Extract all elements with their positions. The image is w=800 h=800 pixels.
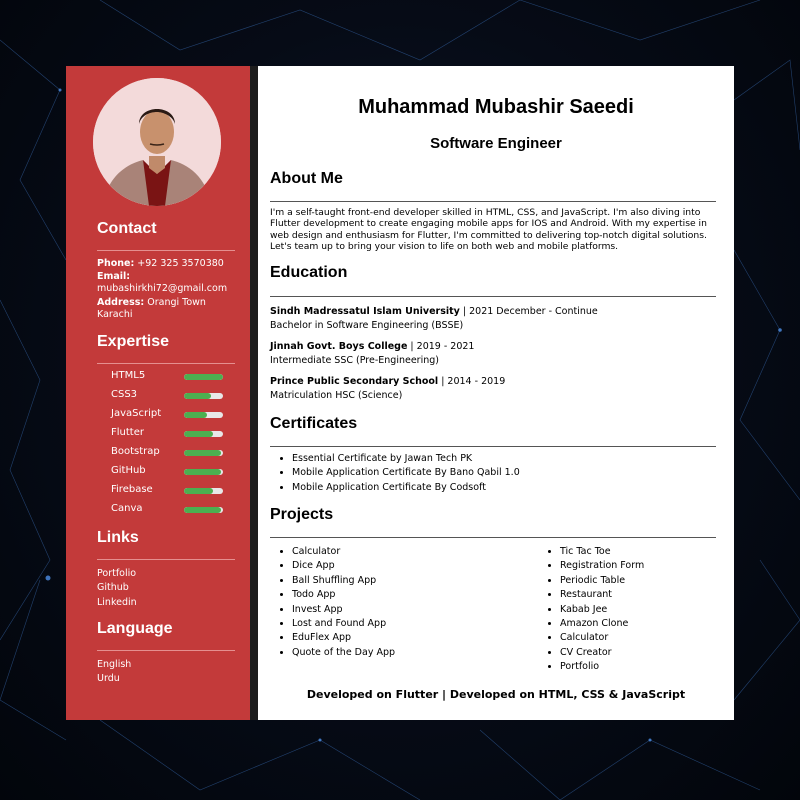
contact-email xyxy=(97,271,237,295)
skill-name: HTML5 xyxy=(111,370,146,381)
address-value: Orangi Town Karachi xyxy=(97,297,206,320)
skill-row xyxy=(111,389,236,403)
address-label: Address: xyxy=(97,297,145,308)
project-item: • Restaurant xyxy=(560,588,734,602)
skill-name: Flutter xyxy=(111,427,144,438)
contact-address xyxy=(97,297,237,321)
language-list xyxy=(97,658,237,687)
school-period: | 2021 December - Continue xyxy=(459,306,598,317)
project-item: • EduFlex App xyxy=(292,631,532,645)
links-list xyxy=(97,567,237,610)
contact-rule xyxy=(97,250,235,251)
degree: Intermediate SSC (Pre-Engineering) xyxy=(270,355,439,366)
degree: Bachelor in Software Engineering (BSSE) xyxy=(270,320,464,331)
skill-name: GitHub xyxy=(111,465,146,476)
project-item: • Amazon Clone xyxy=(560,617,734,631)
page-title: Muhammad Mubashir Saeedi xyxy=(358,96,634,118)
skill-name: Bootstrap xyxy=(111,446,160,457)
school-period: | 2014 - 2019 xyxy=(438,376,506,387)
skill-name: Canva xyxy=(111,503,143,514)
education-item xyxy=(270,340,716,368)
list-item: • Mobile Application Certificate By Bano Qabil 1.0 xyxy=(292,466,712,480)
contact-heading: Contact xyxy=(97,220,157,237)
skill-row xyxy=(111,446,236,460)
skill-row xyxy=(111,484,236,498)
about-text: I'm a self-taught front-end developer skilled in HTML, CSS, and JavaScript. I'm also diving into Flutter development to create engaging mobile apps for IOS and Android. With my expertise in web design and enthusiasm for Flutter, I'm committed to delivering top-notch digital solutions. Let's team up to bring your vision to life on both web and mobile platforms. xyxy=(270,207,707,252)
education-item xyxy=(270,305,716,333)
skill-row xyxy=(111,408,236,422)
project-item: • Invest App xyxy=(292,603,532,617)
project-item: • Tic Tac Toe xyxy=(560,545,734,559)
skill-bar-fill xyxy=(184,393,211,399)
about-heading: About Me xyxy=(270,170,343,187)
skill-bar-fill xyxy=(184,488,213,494)
skill-row xyxy=(111,503,236,517)
about-rule xyxy=(270,201,716,202)
skill-bar-track xyxy=(184,507,223,513)
skill-bar-fill xyxy=(184,507,221,513)
link-portfolio[interactable]: Portfolio xyxy=(97,568,137,579)
education-item xyxy=(270,375,716,403)
project-item: • Periodic Table xyxy=(560,574,734,588)
list-item: • Mobile Application Certificate By Codsoft xyxy=(292,481,712,495)
skill-bar-track xyxy=(184,412,223,418)
language-heading: Language xyxy=(97,620,173,637)
projects-list-left xyxy=(276,545,532,660)
skill-bar-fill xyxy=(184,412,207,418)
skill-bar-track xyxy=(184,374,223,380)
link-github[interactable]: Github xyxy=(97,582,129,594)
education-heading: Education xyxy=(270,264,348,281)
projects-rule xyxy=(270,537,716,538)
project-item: • Lost and Found App xyxy=(292,617,532,631)
project-item: • Kabab Jee xyxy=(560,603,734,617)
job-title: Software Engineer xyxy=(430,135,562,152)
projects-list-right xyxy=(544,545,734,675)
certificates-list xyxy=(276,452,712,495)
school-period: | 2019 - 2021 xyxy=(407,341,475,352)
list-item: • Essential Certificate by Jawan Tech PK xyxy=(292,452,712,466)
skill-bar-fill xyxy=(184,374,223,380)
links-rule xyxy=(97,559,235,560)
resume-card xyxy=(66,66,734,720)
project-item: • Ball Shuffling App xyxy=(292,574,532,588)
language-rule xyxy=(97,650,235,651)
project-item: • Portfolio xyxy=(560,660,734,674)
certificates-rule xyxy=(270,446,716,447)
skill-name: JavaScript xyxy=(111,408,162,419)
skill-bar-fill xyxy=(184,469,221,475)
school-name: Prince Public Secondary School xyxy=(270,376,439,387)
skill-bar-track xyxy=(184,488,223,494)
skill-bar-track xyxy=(184,469,223,475)
degree: Matriculation HSC (Science) xyxy=(270,390,403,401)
link-linkedin[interactable]: Linkedin xyxy=(97,596,137,608)
avatar-photo xyxy=(93,78,221,206)
expertise-heading: Expertise xyxy=(97,333,170,350)
footer-text: Developed on Flutter | Developed on HTML, CSS & JavaScript xyxy=(306,688,686,701)
skill-row xyxy=(111,427,236,441)
project-item: • Registration Form xyxy=(560,559,734,573)
language-item: English xyxy=(97,659,132,670)
school-name: Sindh Madressatul Islam University xyxy=(270,306,460,317)
school-name: Jinnah Govt. Boys College xyxy=(270,341,408,352)
sidebar xyxy=(66,66,250,720)
project-item: • Calculator xyxy=(560,631,734,645)
main-content xyxy=(258,66,734,720)
skill-bar-fill xyxy=(184,450,221,456)
avatar xyxy=(93,78,221,206)
links-heading: Links xyxy=(97,529,139,546)
sidebar-divider xyxy=(250,66,258,720)
language-item: Urdu xyxy=(97,673,120,685)
phone-label: Phone: xyxy=(97,258,135,269)
projects-heading: Projects xyxy=(270,506,334,523)
project-item: • Calculator xyxy=(292,545,532,559)
phone-value: +92 325 3570380 xyxy=(137,258,224,269)
project-item: • CV Creator xyxy=(560,646,734,660)
skill-bar-track xyxy=(184,393,223,399)
education-rule xyxy=(270,296,716,297)
project-item: • Dice App xyxy=(292,559,532,573)
expertise-rule xyxy=(97,363,235,364)
email-label: Email: xyxy=(97,271,131,282)
contact-phone xyxy=(97,258,237,270)
skill-row xyxy=(111,370,236,384)
skill-bar-fill xyxy=(184,431,213,437)
skill-row xyxy=(111,465,236,479)
project-item: • Todo App xyxy=(292,588,532,602)
skill-bar-track xyxy=(184,431,223,437)
skill-name: Firebase xyxy=(111,484,153,495)
skill-bar-track xyxy=(184,450,223,456)
project-item: • Quote of the Day App xyxy=(292,646,532,660)
email-value[interactable]: mubashirkhi72@gmail.com xyxy=(97,283,228,294)
certificates-heading: Certificates xyxy=(270,415,358,432)
skill-name: CSS3 xyxy=(111,389,138,400)
